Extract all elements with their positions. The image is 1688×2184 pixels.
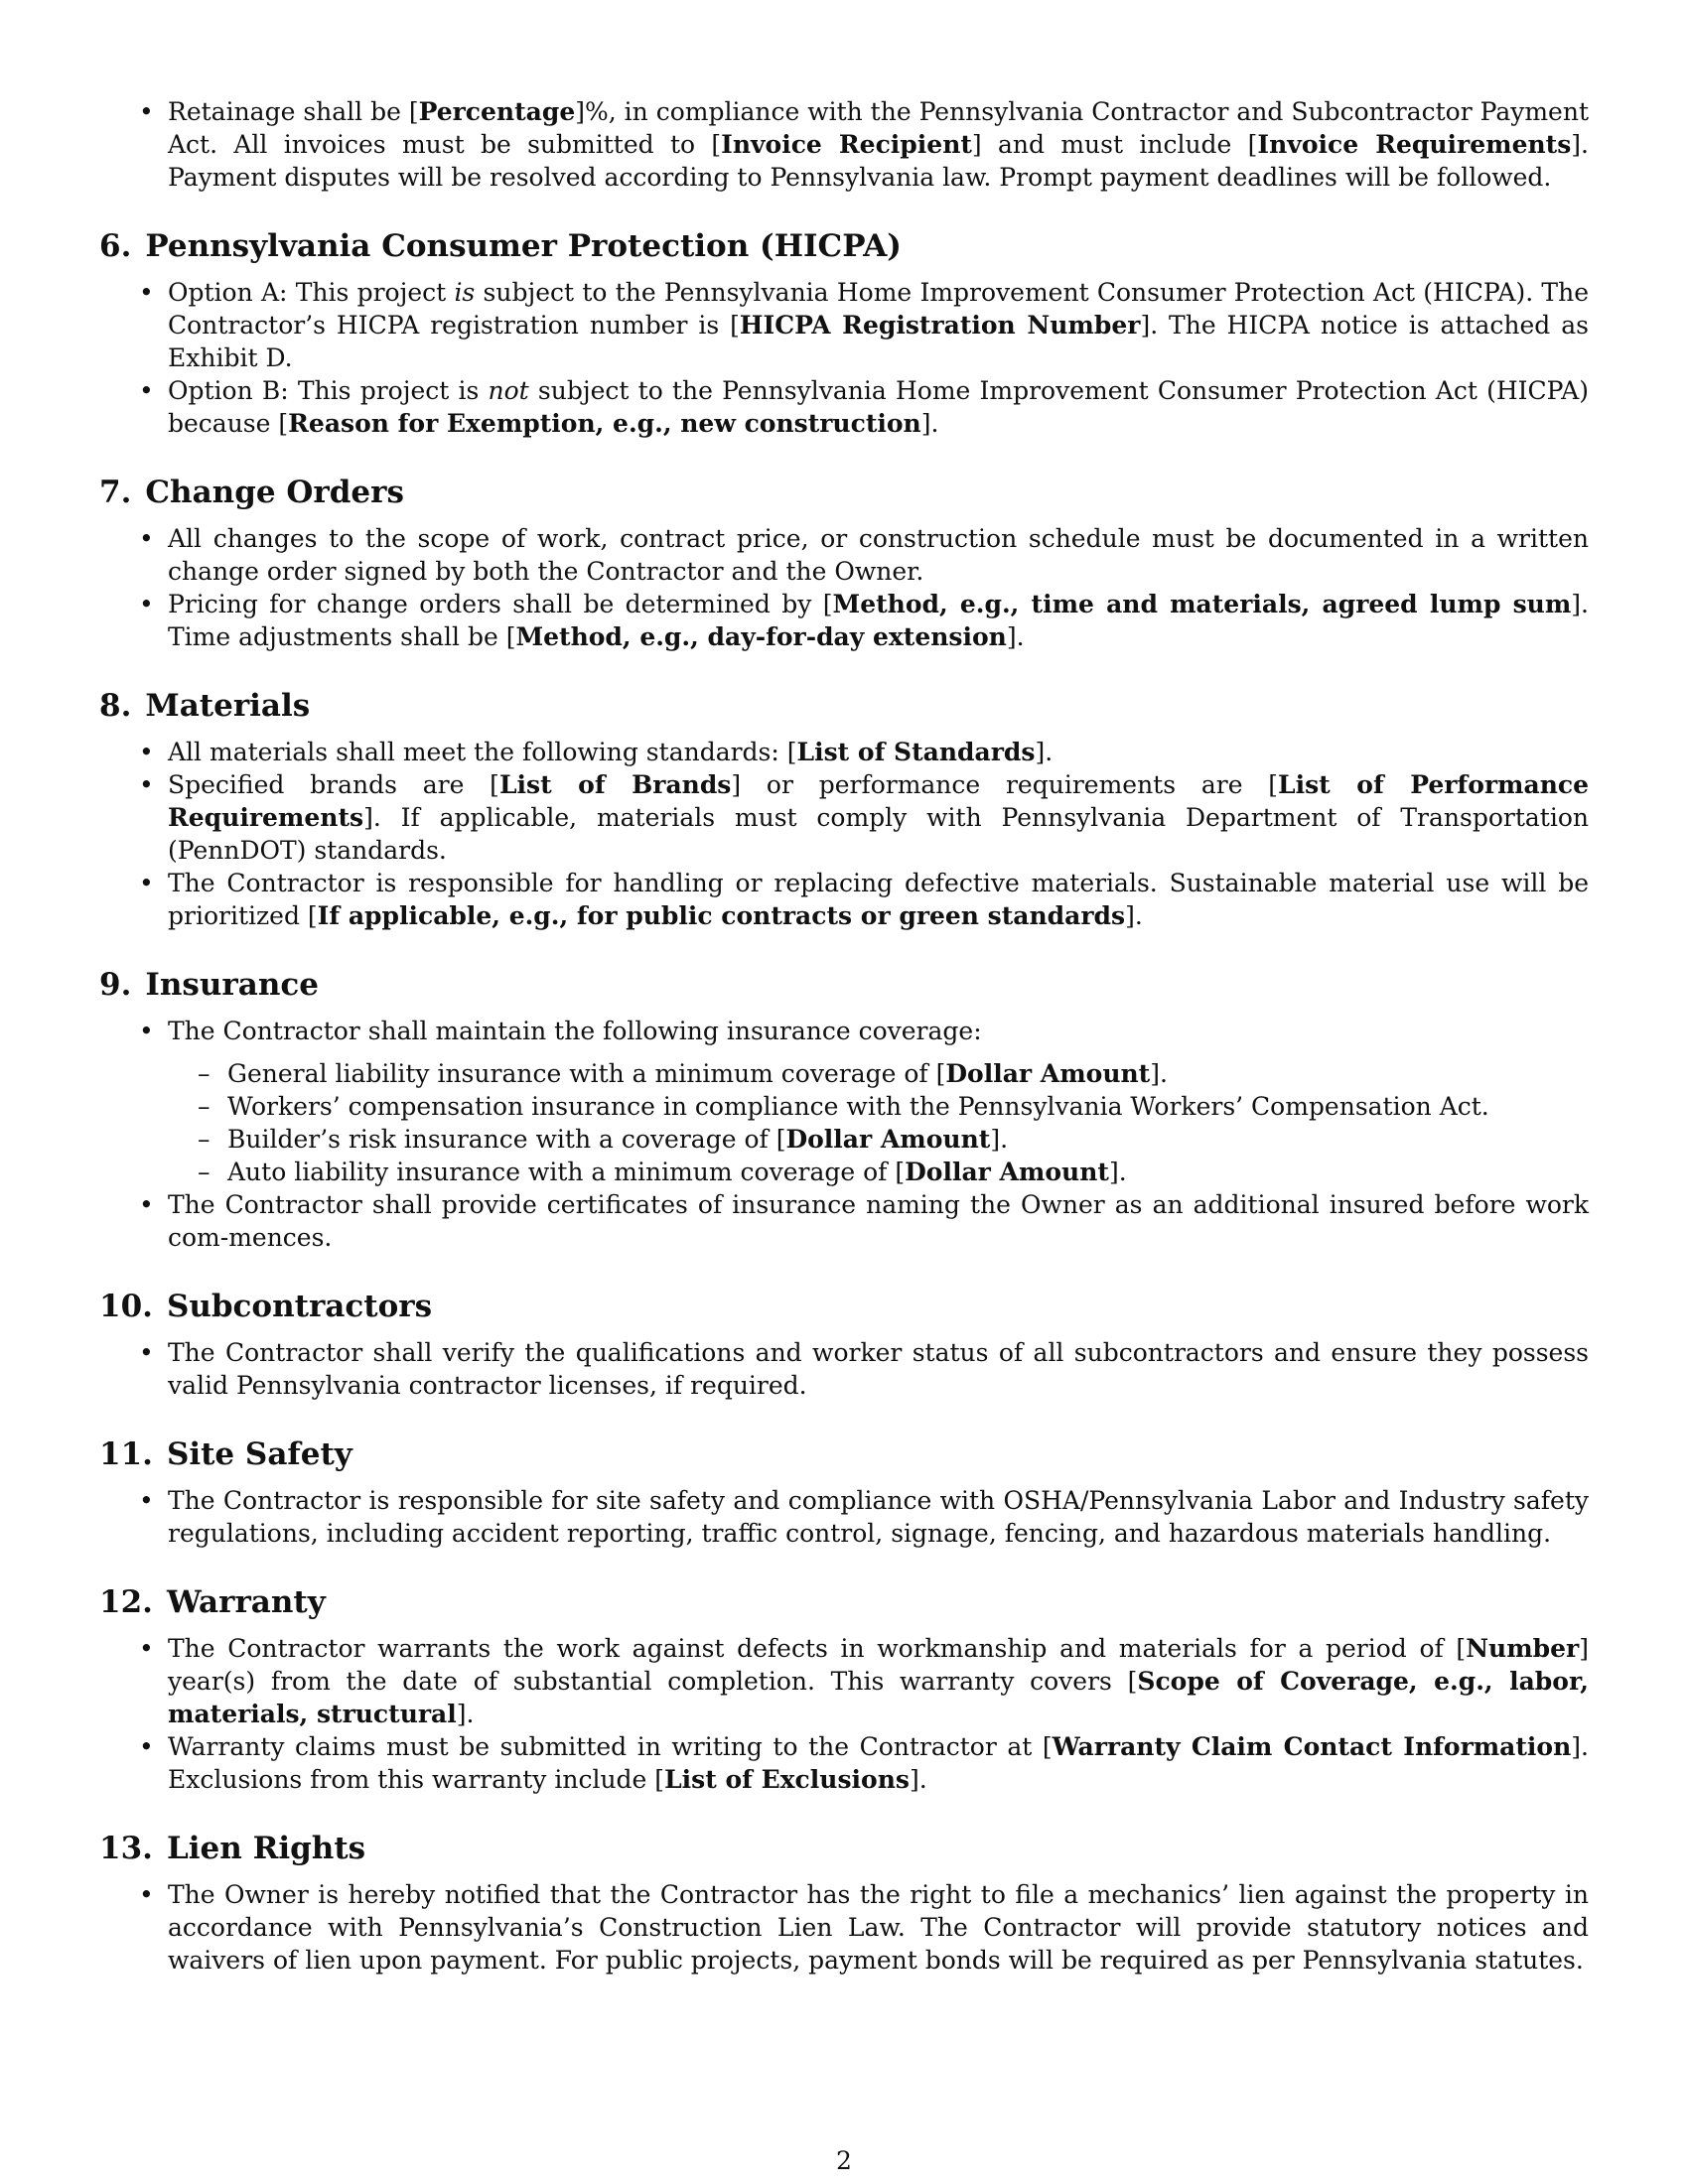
list-item-text: All materials shall meet the following standards: [List of Standards]. [168, 738, 1054, 766]
list-item-text: The Contractor is responsible for handling or replacing defective materials. Sustainable material use will be prioritized [If applicable, e.g., for public contracts or green standards]. [168, 869, 1589, 930]
placeholder-field: List of Standards [796, 738, 1036, 766]
list-item-text: The Contractor shall provide certificates of insurance naming the Owner as an additional insured before work com-mences. [168, 1190, 1589, 1252]
list-item [99, 1484, 1589, 1550]
list-item [99, 1730, 1589, 1796]
placeholder-field: Number [1466, 1634, 1580, 1663]
placeholder-field: Reason for Exemption, e.g., new construction [288, 409, 921, 438]
section-pennsylvania-consumer-protection-hicpa [99, 226, 1589, 440]
section-list [99, 1336, 1589, 1402]
list-item [99, 1188, 1589, 1254]
list-item-text: Pricing for change orders shall be determined by [Method, e.g., time and materials, agreed lump sum]. Time adjustments shall be [Method, e.g., day-for-day extension]. [168, 590, 1589, 651]
list-item [99, 276, 1589, 374]
list-item [99, 1336, 1589, 1402]
list-item [99, 1015, 1589, 1188]
section-list [99, 1015, 1589, 1254]
list-item-text: The Contractor shall verify the qualifications and worker status of all subcontractors and ensure they possess valid Pennsylvania contractor licenses, if required. [168, 1338, 1589, 1400]
sub-list-item: – General liability insurance with a minimum coverage of [Dollar Amount]. [168, 1057, 1589, 1090]
list-item-text: The Owner is hereby notified that the Contractor has the right to file a mechanics’ lien against the property in accordance with Pennsylvania’s Construction Lien Law. The Contractor will provide statutory notices and waivers of lien upon payment. For public projects, payment bonds will be required as per Pennsylvania statutes. [168, 1880, 1589, 1975]
placeholder-field: List of Exclusions [664, 1765, 910, 1794]
page-number: 2 [836, 2146, 852, 2175]
placeholder-field: List of Performance Requirements [168, 770, 1589, 832]
placeholder-field: Scope of Coverage, e.g., labor, materials, structural [168, 1667, 1590, 1728]
section-number: 6. [99, 228, 132, 264]
section-title: Lien Rights [166, 1831, 366, 1866]
list-item-text: The Contractor shall maintain the following insurance coverage: [168, 1017, 982, 1045]
section-heading [99, 226, 1589, 266]
section-list [99, 1878, 1589, 1977]
sub-list-item: – Auto liability insurance with a minimum coverage of [Dollar Amount]. [168, 1156, 1589, 1188]
placeholder-field: Dollar Amount [905, 1158, 1109, 1186]
section-number: 10. [99, 1289, 153, 1324]
section-title: Materials [145, 688, 311, 724]
placeholder-field: HICPA Registration Number [739, 311, 1141, 340]
placeholder-field: Dollar Amount [785, 1125, 991, 1154]
list-item [99, 374, 1589, 440]
placeholder-field: Invoice Requirements [1257, 130, 1572, 159]
list-item [99, 736, 1589, 768]
list-item [99, 768, 1589, 867]
placeholder-field: List of Brands [498, 770, 732, 799]
section-heading [99, 965, 1589, 1005]
section-heading [99, 1582, 1589, 1622]
section-title: Subcontractors [166, 1289, 433, 1324]
section-title: Warranty [166, 1584, 326, 1620]
section-list [99, 1484, 1589, 1550]
section-site-safety [99, 1434, 1589, 1550]
section-number: 12. [99, 1584, 153, 1620]
section-title: Pennsylvania Consumer Protection (HICPA) [145, 228, 902, 264]
section-number: 8. [99, 688, 132, 724]
section-title: Insurance [145, 967, 319, 1003]
list-item-text: Option A: This project is subject to the Pennsylvania Home Improvement Consumer Protection Act (HICPA). The Contractor’s HICPA registration number is [HICPA Registration Number]. The HICPA notice is attached as Exhibit D. [168, 278, 1589, 372]
emphasis-text: is [454, 278, 476, 307]
list-item-text: The Contractor warrants the work against defects in workmanship and materials for a period of [Number] year(s) from the date of substantial completion. This warranty covers [Scope of Coverage, e.g., labor, materials, structural]. [168, 1634, 1590, 1728]
intro-item: • Retainage shall be [Percentage]%, in compliance with the Pennsylvania Contractor and Subcontractor Payment Act. All invoices must be submitted to [Invoice Recipient] and must include [Invoice Requirements]. Payment disputes will be resolved according to Pennsylvania law. Prompt payment deadlines will be followed. [99, 95, 1589, 194]
section-heading [99, 1434, 1589, 1474]
section-heading [99, 1829, 1589, 1868]
placeholder-field: Warranty Claim Contact Information [1052, 1732, 1572, 1761]
list-item-text: Option B: This project is not subject to the Pennsylvania Home Improvement Consumer Protection Act (HICPA) because [Reason for Exemption, e.g., new construction]. [168, 376, 1589, 438]
placeholder-field: Dollar Amount [945, 1059, 1151, 1088]
placeholder-field: If applicable, e.g., for public contracts or green standards [317, 901, 1126, 930]
sections-container [99, 226, 1589, 1977]
section-heading [99, 473, 1589, 512]
section-heading [99, 1287, 1589, 1326]
sub-list-item: – Builder’s risk insurance with a coverage of [Dollar Amount]. [168, 1123, 1589, 1156]
list-item [99, 1878, 1589, 1977]
list-item [99, 588, 1589, 653]
list-item [99, 867, 1589, 932]
section-lien-rights [99, 1829, 1589, 1977]
section-heading [99, 686, 1589, 726]
intro-list [99, 95, 1589, 194]
section-title: Site Safety [166, 1436, 352, 1472]
list-item [99, 1632, 1589, 1730]
section-list [99, 1632, 1589, 1796]
section-list [99, 276, 1589, 440]
sub-list [168, 1057, 1589, 1188]
emphasis-text: not [488, 376, 529, 405]
section-number: 7. [99, 475, 132, 510]
placeholder-field: Method, e.g., day-for-day extension [515, 622, 1007, 651]
placeholder-field: Percentage [418, 97, 576, 126]
section-list [99, 736, 1589, 932]
list-item-text: The Contractor is responsible for site safety and compliance with OSHA/Pennsylvania Labor and Industry safety regulations, including accident reporting, traffic control, signage, fencing, and hazardous materials handling. [168, 1486, 1589, 1548]
section-list [99, 522, 1589, 653]
section-number: 11. [99, 1436, 153, 1472]
list-item-text: Specified brands are [List of Brands] or performance requirements are [List of Performance Requirements]. If applicable, materials must comply with Pennsylvania Department of Transportation (PennDOT) standards. [168, 770, 1589, 865]
list-item [99, 522, 1589, 588]
list-item-text: Warranty claims must be submitted in writing to the Contractor at [Warranty Claim Contact Information]. Exclusions from this warranty include [List of Exclusions]. [168, 1732, 1589, 1794]
placeholder-field: Method, e.g., time and materials, agreed lump sum [832, 590, 1572, 618]
section-warranty [99, 1582, 1589, 1796]
section-insurance [99, 965, 1589, 1254]
document-page [99, 95, 1589, 1977]
list-item-text: All changes to the scope of work, contract price, or construction schedule must be documented in a written change order signed by both the Contractor and the Owner. [168, 524, 1589, 586]
placeholder-field: Invoice Recipient [721, 130, 972, 159]
sub-list-item: – Workers’ compensation insurance in compliance with the Pennsylvania Workers’ Compensation Act. [168, 1090, 1589, 1123]
section-materials [99, 686, 1589, 932]
section-number: 9. [99, 967, 132, 1003]
section-change-orders [99, 473, 1589, 653]
section-title: Change Orders [145, 475, 404, 510]
section-number: 13. [99, 1831, 153, 1866]
section-subcontractors [99, 1287, 1589, 1402]
